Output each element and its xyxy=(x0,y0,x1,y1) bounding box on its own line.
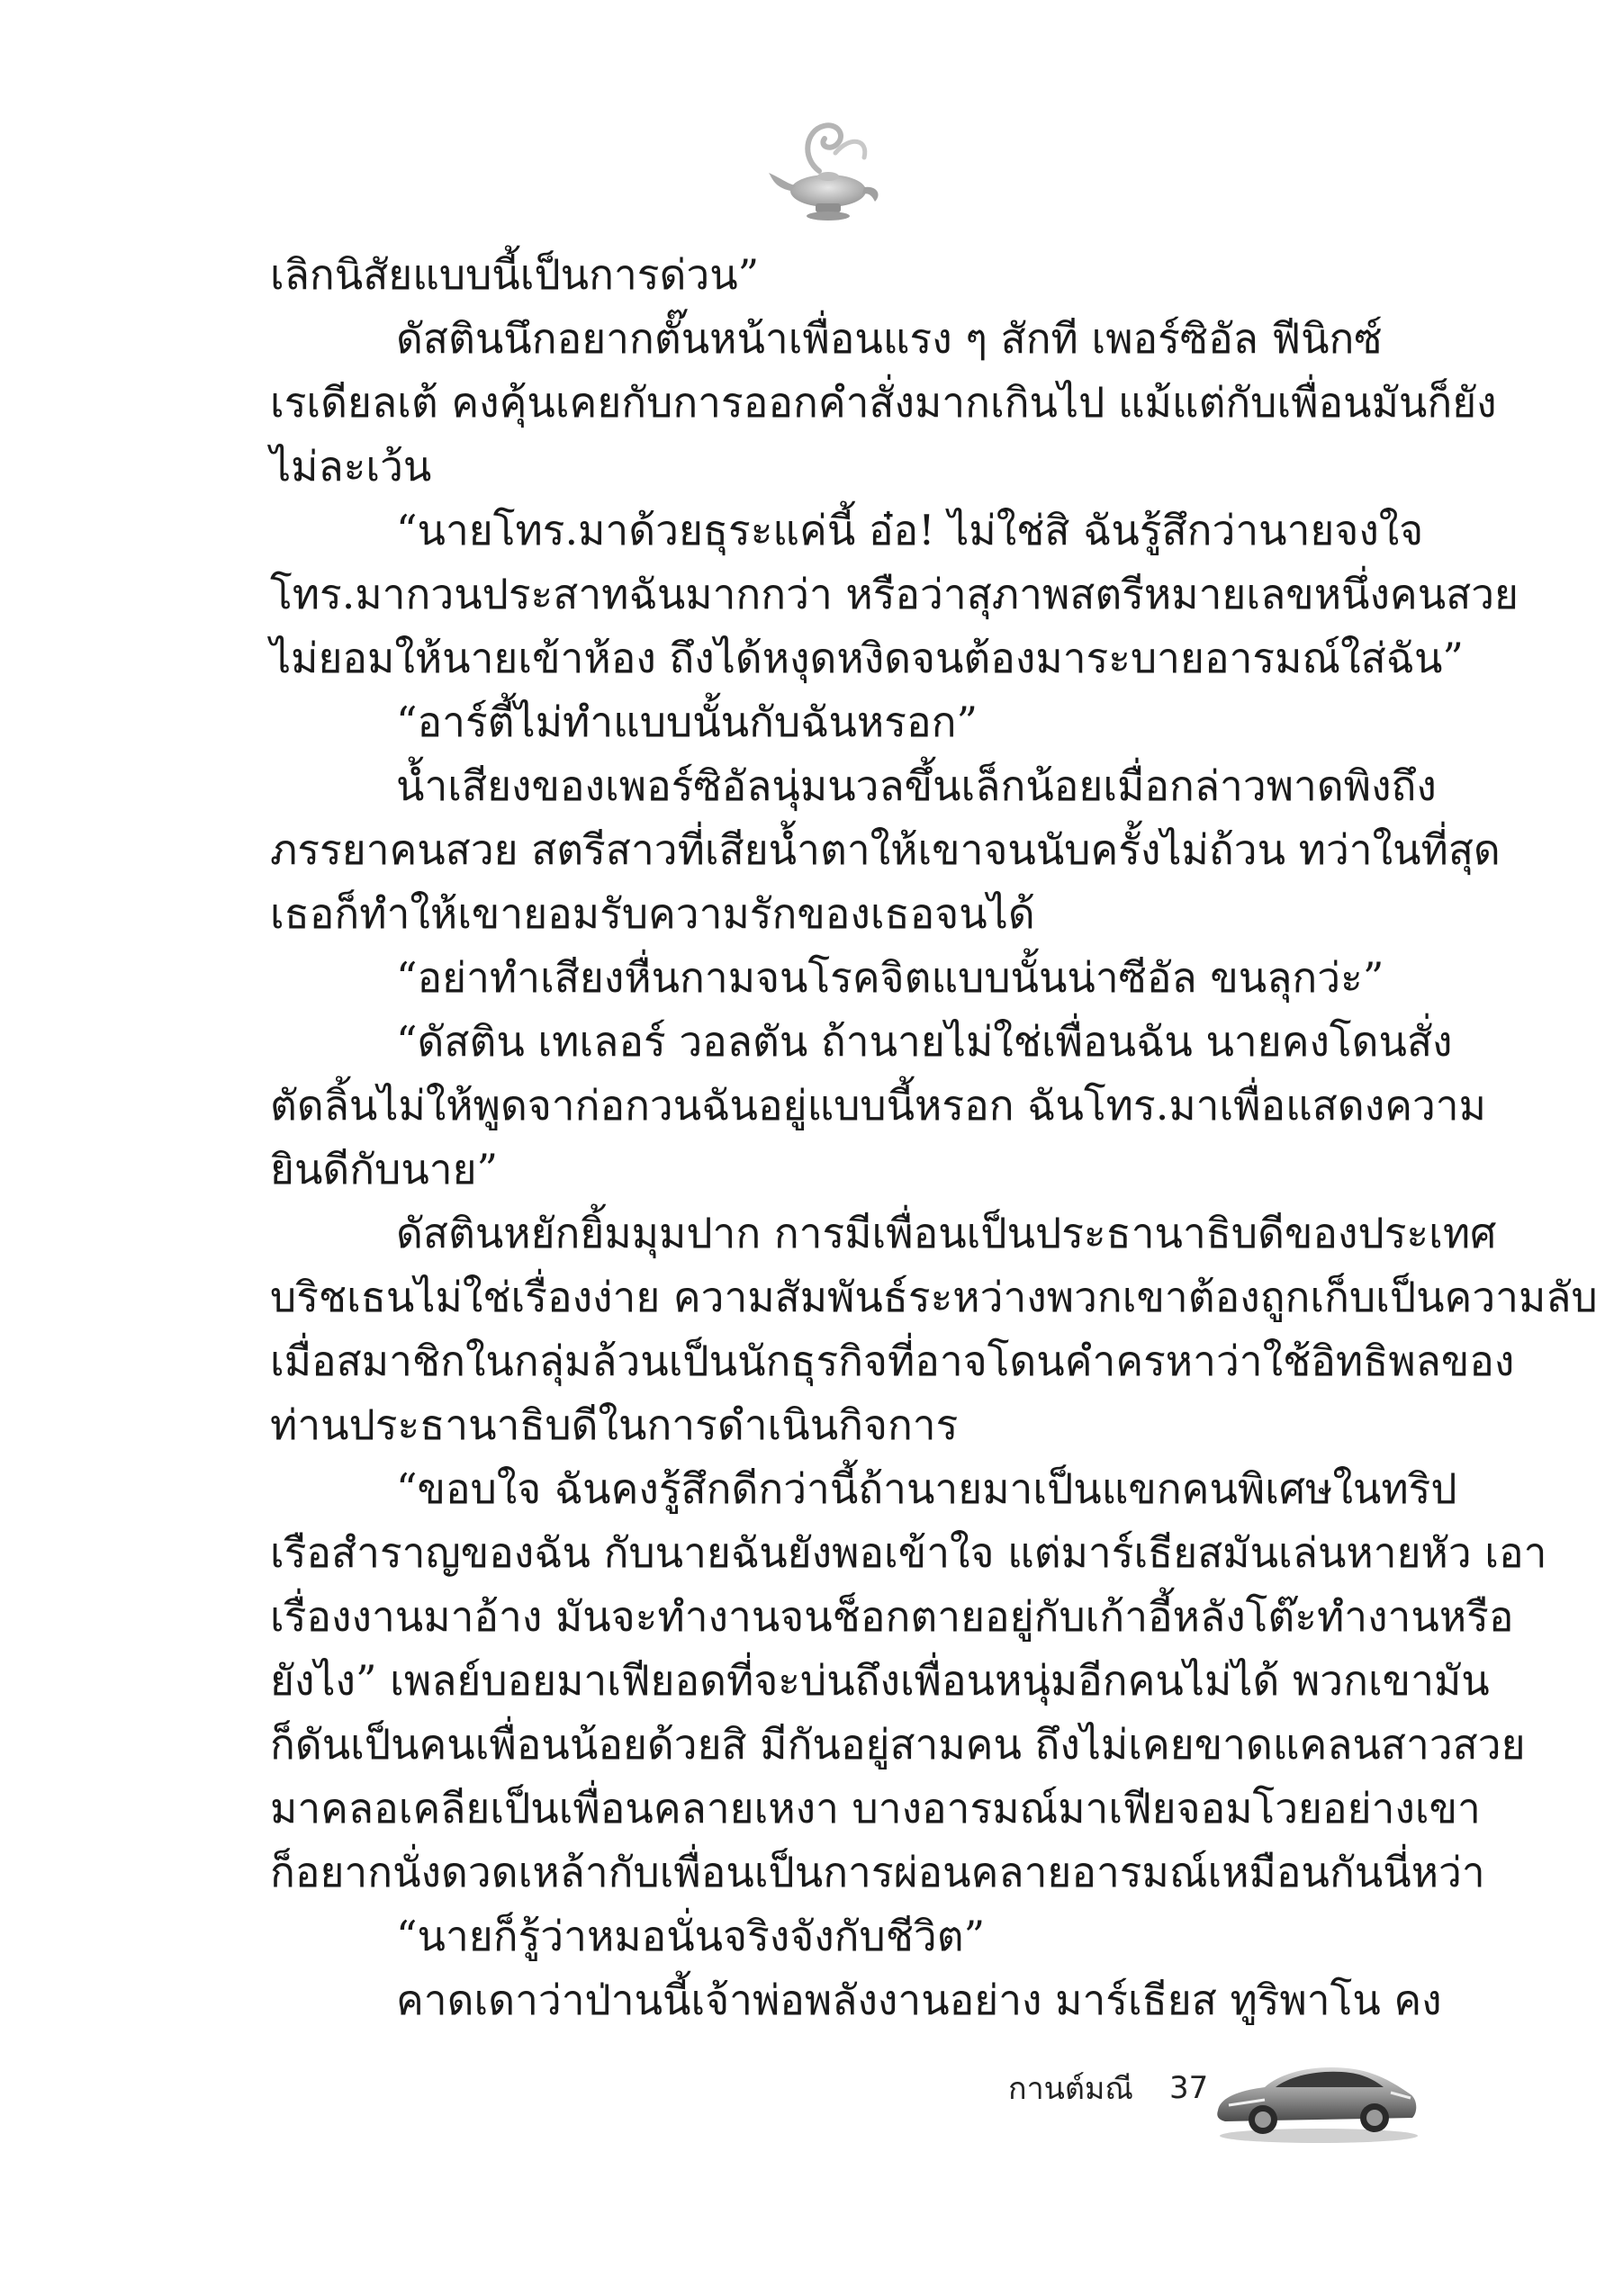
text-line: เธอก็ทำให้เขายอมรับความรักของเธอจนได้ xyxy=(270,889,1035,938)
text-line: “อาร์ตี้ไม่ทำแบบนั้นกับฉันหรอก” xyxy=(396,698,978,746)
text-line: ก็ดันเป็นคนเพื่อนน้อยด้วยสิ มีกันอยู่สามคน ถึงไม่เคยขาดแคลนสาวสวย xyxy=(270,1720,1526,1769)
page-footer xyxy=(1008,2061,1208,2115)
text-line: คาดเดาว่าป่านนี้เจ้าพ่อพลังงานอย่าง มาร์เธียส ทูริพาโน คง xyxy=(396,1976,1442,2024)
chapter-body-text xyxy=(270,243,1598,2032)
text-line: “ขอบใจ ฉันคงรู้สึกดีกว่านี้ถ้านายมาเป็นแขกคนพิเศษในทริป xyxy=(396,1464,1457,1513)
text-line: ดัสตินนึกอยากตั๊นหน้าเพื่อนแรง ๆ สักที เพอร์ซิอัล ฟีนิกซ์ xyxy=(396,314,1383,363)
text-line: เลิกนิสัยแบบนี้เป็นการด่วน” xyxy=(270,250,760,299)
text-line: ตัดลิ้นไม่ให้พูดจาก่อกวนฉันอยู่แบบนี้หรอก ฉันโทร.มาเพื่อแสดงความ xyxy=(270,1081,1486,1130)
text-line: “ดัสติน เทเลอร์ วอลตัน ถ้านายไม่ใช่เพื่อนฉัน นายคงโดนสั่ง xyxy=(396,1017,1453,1066)
text-line: เมื่อสมาชิกในกลุ่มล้วนเป็นนักธุรกิจที่อาจโดนคำครหาว่าใช้อิทธิพลของ xyxy=(270,1337,1515,1385)
text-line: ยังไง” เพลย์บอยมาเฟียอดที่จะบ่นถึงเพื่อนหนุ่มอีกคนไม่ได้ พวกเขามัน xyxy=(270,1656,1490,1705)
text-line: ภรรยาคนสวย สตรีสาวที่เสียน้ำตาให้เขาจนนับครั้งไม่ถ้วน ทว่าในที่สุด xyxy=(270,825,1501,874)
text-line: เรื่องงานมาอ้าง มันจะทำงานจนช็อกตายอยู่กับเก้าอี้หลังโต๊ะทำงานหรือ xyxy=(270,1592,1514,1641)
sports-car-icon xyxy=(1211,2039,1422,2147)
text-line: บริชเธนไม่ใช่เรื่องง่าย ความสัมพันธ์ระหว่างพวกเขาต้องถูกเก็บเป็นความลับ xyxy=(270,1273,1598,1321)
text-line: ไม่ยอมให้นายเข้าห้อง ถึงได้หงุดหงิดจนต้องมาระบายอารมณ์ใส่ฉัน” xyxy=(270,634,1464,682)
text-line: ก็อยากนั่งดวดเหล้ากับเพื่อนเป็นการผ่อนคลายอารมณ์เหมือนกันนี่หว่า xyxy=(270,1848,1485,1896)
text-line: ดัสตินหยักยิ้มมุมปาก การมีเพื่อนเป็นประธานาธิบดีของประเทศ xyxy=(396,1209,1497,1257)
text-line: โทร.มากวนประสาทฉันมากกว่า หรือว่าสุภาพสตรีหมายเลขหนึ่งคนสวย xyxy=(270,570,1519,618)
text-line: “นายโทร.มาด้วยธุระแค่นี้ อ๋อ! ไม่ใช่สิ ฉันรู้สึกว่านายจงใจ xyxy=(396,506,1424,554)
text-line: มาคลอเคลียเป็นเพื่อนคลายเหงา บางอารมณ์มาเฟียจอมโวยอย่างเขา xyxy=(270,1784,1481,1832)
text-line: “อย่าทำเสียงหื่นกามจนโรคจิตแบบนั้นน่าซีอัล ขนลุกว่ะ” xyxy=(396,953,1384,1002)
page-number: 37 xyxy=(1168,2070,1209,2106)
author-name: กานต์มณี xyxy=(1008,2071,1133,2107)
text-line: ยินดีกับนาย” xyxy=(270,1145,499,1193)
text-line: เรเดียลเต้ คงคุ้นเคยกับการออกคำสั่งมากเกินไป แม้แต่กับเพื่อนมันก็ยัง xyxy=(270,378,1497,427)
text-line: ท่านประธานาธิบดีในการดำเนินกิจการ xyxy=(270,1400,959,1449)
magic-lamp-icon xyxy=(765,108,891,225)
text-line: เรือสำราญของฉัน กับนายฉันยังพอเข้าใจ แต่มาร์เธียสมันเล่นหายหัว เอา xyxy=(270,1528,1547,1577)
text-line: ไม่ละเว้น xyxy=(270,442,432,491)
text-line: น้ำเสียงของเพอร์ซิอัลนุ่มนวลขึ้นเล็กน้อยเมื่อกล่าวพาดพิงถึง xyxy=(396,761,1437,810)
text-line: “นายก็รู้ว่าหมอนั่นจริงจังกับชีวิต” xyxy=(396,1912,986,1960)
